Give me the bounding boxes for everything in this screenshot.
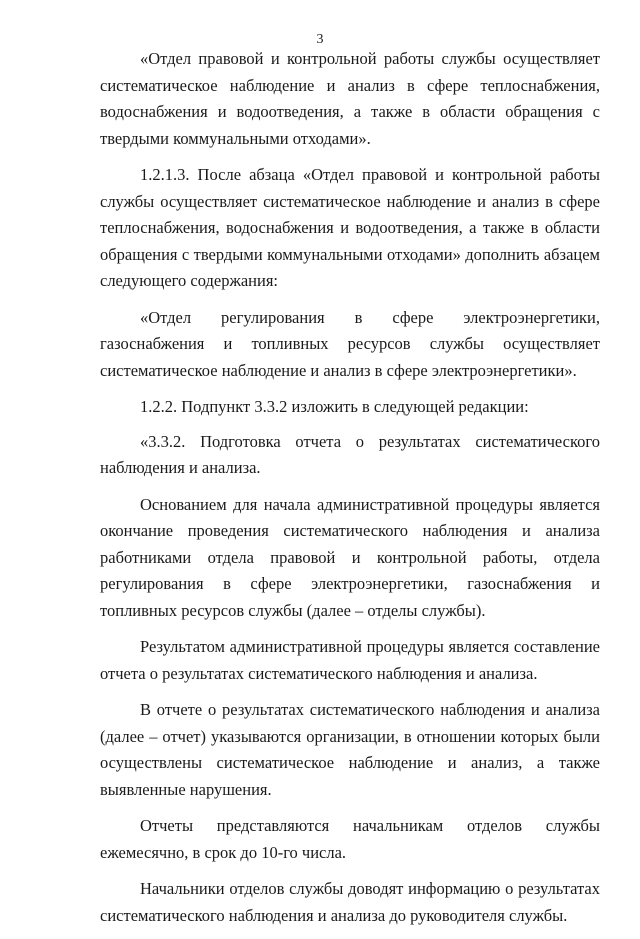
paragraph-report-content: В отчете о результатах систематического наблюдения и анализа (далее – отчет) указываются организации, в отношении которых были осуществлены систематическое наблюдение и анализ, а также выявленные нарушения.: [100, 700, 600, 799]
paragraph-amendment-quote: «Отдел правовой и контрольной работы службы осуществляет систематическое наблюдение и анализ в сфере теплоснабжения, водоснабжения и водоотведения, а также в области обращения с твердыми коммунальными отходами».: [100, 49, 600, 148]
paragraph-basis: Основанием для начала административной процедуры является окончание проведения систематического наблюдения и анализа работниками отдела правовой и контрольной работы, отдела регулирования в сфере электроэнергетики, газоснабжения и топливных ресурсов службы (далее – отделы службы).: [100, 494, 600, 620]
paragraph-heads-inform: Начальники отделов службы доводят информацию о результатах систематического наблюдения и анализа до руководителя службы.: [100, 879, 600, 925]
paragraph-1-2-1-3: 1.2.1.3. После абзаца «Отдел правовой и контрольной работы службы осуществляет систематическое наблюдение и анализ в сфере теплоснабжения, водоснабжения и водоотведения, а также в области обращения с твердыми коммунальными отходами» дополнить абзацем следующего содержания:: [100, 165, 600, 290]
document-body: [100, 46, 600, 939]
paragraph-report-submission: Отчеты представляются начальникам отделов службы ежемесячно, в срок до 10-го числа.: [100, 816, 600, 862]
paragraph-1-2-2: 1.2.2. Подпункт 3.3.2 изложить в следующей редакции:: [140, 397, 529, 416]
page-number: 3: [316, 32, 324, 47]
paragraph-result: Результатом административной процедуры является составление отчета о результатах систематического наблюдения и анализа.: [100, 637, 600, 683]
paragraph-new-abzac: «Отдел регулирования в сфере электроэнергетики, газоснабжения и топливных ресурсов службы осуществляет систематическое наблюдение и анализ в сфере электроэнергетики».: [100, 307, 600, 380]
paragraph-3-3-2-title: «3.3.2. Подготовка отчета о результатах систематического наблюдения и анализа.: [100, 431, 600, 477]
